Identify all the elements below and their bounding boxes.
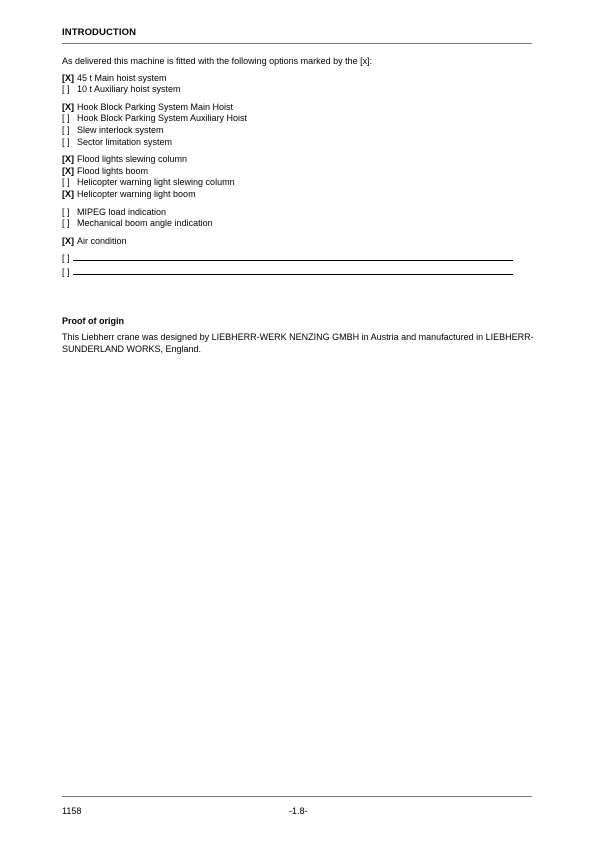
option-item <box>62 166 534 178</box>
blank-fill-line <box>73 251 513 261</box>
option-group-air <box>62 236 534 248</box>
proof-of-origin-heading: Proof of origin <box>62 316 124 326</box>
option-mark: [ ] <box>62 218 70 229</box>
footer-divider <box>62 796 532 797</box>
intro-text: As delivered this machine is fitted with the following options marked by the [x]: <box>62 56 373 66</box>
blank-option-item <box>62 265 534 279</box>
option-item <box>62 177 534 189</box>
option-item <box>62 236 534 248</box>
option-mark: [ ] <box>62 206 70 217</box>
option-label: Hook Block Parking System Auxiliary Hoist <box>77 113 248 124</box>
option-mark: [ ] <box>62 113 70 124</box>
option-group-systems <box>62 102 534 148</box>
header-divider <box>62 43 532 44</box>
option-label: 45 t Main hoist system <box>77 72 167 83</box>
option-label: Flood lights slewing column <box>77 154 188 165</box>
option-item <box>62 102 534 114</box>
option-mark: [ ] <box>62 177 70 188</box>
blank-option-item <box>62 251 534 265</box>
page-title: INTRODUCTION <box>62 27 137 38</box>
option-item <box>62 137 534 149</box>
option-label: 10 t Auxiliary hoist system <box>77 84 181 95</box>
option-group-hoist <box>62 73 534 96</box>
option-mark: [ ] <box>62 253 70 264</box>
option-mark: [ ] <box>62 84 70 95</box>
blank-fill-line <box>73 265 513 275</box>
option-label: Flood lights boom <box>77 165 149 176</box>
option-label: Sector limitation system <box>77 136 173 147</box>
option-mark: [ ] <box>62 124 70 135</box>
option-label: Helicopter warning light slewing column <box>77 177 235 188</box>
option-item <box>62 154 534 166</box>
option-item <box>62 218 534 230</box>
page-number: -1.8- <box>289 806 308 816</box>
document-number: 1158 <box>62 806 82 816</box>
option-mark: [X] <box>62 154 74 165</box>
proof-of-origin-text: This Liebherr crane was designed by LIEBHERR-WERK NENZING GMBH in Austria and manufactured in LIEBHERR-SUNDERLAND WORKS, England. <box>62 332 534 354</box>
option-group-blank <box>62 251 534 278</box>
option-mark: [ ] <box>62 136 70 147</box>
option-item <box>62 84 534 96</box>
option-label: MIPEG load indication <box>77 206 167 217</box>
option-item <box>62 189 534 201</box>
option-mark: [X] <box>62 72 74 83</box>
option-item <box>62 207 534 219</box>
option-item <box>62 125 534 137</box>
option-group-lights <box>62 154 534 200</box>
option-label: Hook Block Parking System Main Hoist <box>77 101 234 112</box>
option-mark: [X] <box>62 188 74 199</box>
option-label: Air condition <box>77 235 127 246</box>
option-group-indication <box>62 207 534 230</box>
option-label: Slew interlock system <box>77 124 164 135</box>
option-mark: [X] <box>62 165 74 176</box>
option-item <box>62 113 534 125</box>
option-item <box>62 73 534 85</box>
option-label: Helicopter warning light boom <box>77 188 196 199</box>
option-label: Mechanical boom angle indication <box>77 218 213 229</box>
option-mark: [ ] <box>62 266 70 277</box>
options-section <box>62 56 534 285</box>
option-mark: [X] <box>62 235 74 246</box>
option-mark: [X] <box>62 101 74 112</box>
